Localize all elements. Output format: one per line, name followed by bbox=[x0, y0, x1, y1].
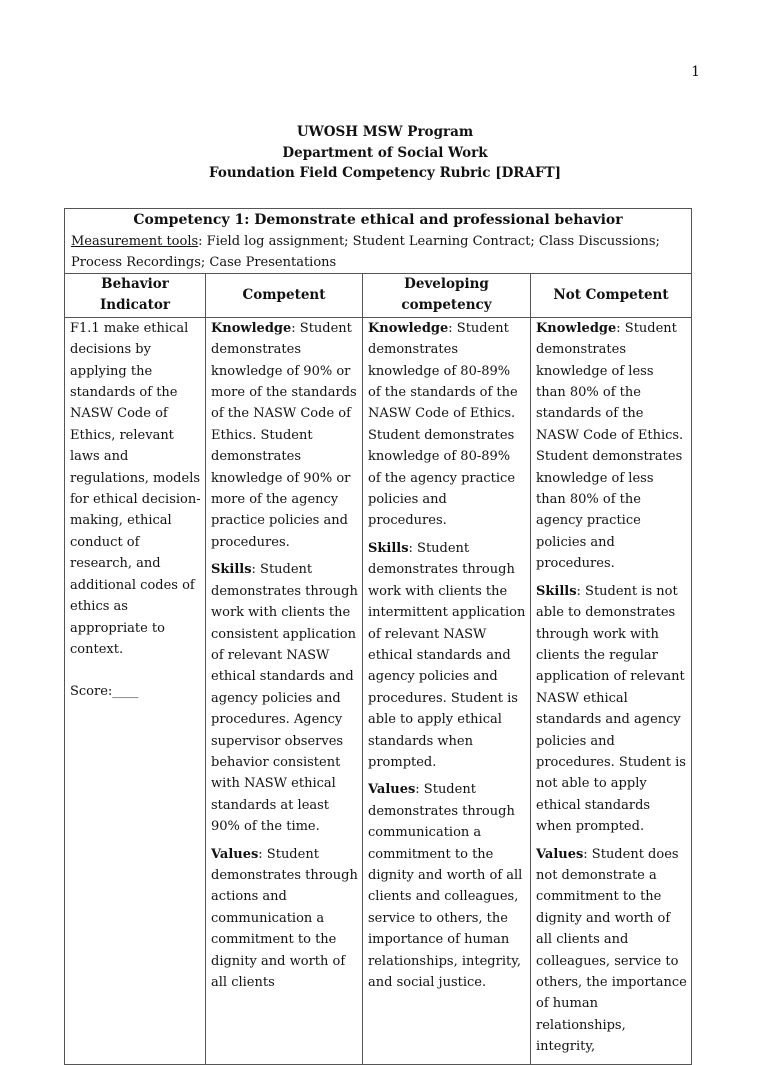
behavior-indicator-cell bbox=[65, 317, 206, 1064]
competency-row bbox=[65, 209, 692, 274]
skills-label: Skills bbox=[536, 583, 577, 599]
competent-skills bbox=[211, 559, 358, 837]
knowledge-text: : Student demonstrates knowledge of less than 80% of the standards of the NASW Code of Ethics. Student demonstrates knowledge of less than 80% of the agency practice policies and procedures. bbox=[536, 320, 684, 572]
competent-knowledge bbox=[211, 318, 358, 553]
values-label: Values bbox=[536, 846, 584, 862]
skills-text: : Student is not able to demonstrates through work with clients the regular application of relevant NASW ethical standards and agency policies and procedures. Student is not able to apply ethical standards when prompted. bbox=[536, 583, 686, 835]
page-number: 1 bbox=[691, 64, 700, 80]
competency-cell bbox=[65, 209, 692, 274]
knowledge-label: Knowledge bbox=[368, 320, 449, 336]
competency-title: Competency 1: Demonstrate ethical and professional behavior bbox=[133, 212, 623, 228]
document-header bbox=[0, 122, 770, 184]
developing-skills bbox=[368, 538, 526, 773]
knowledge-text: : Student demonstrates knowledge of 90% or more of the standards of the NASW Code of Ethics. Student demonstrates knowledge of 90% or more of the agency practice policies and procedures. bbox=[211, 320, 357, 550]
score-field: Score:____ bbox=[70, 684, 139, 700]
not-competent-knowledge bbox=[536, 318, 687, 575]
behavior-indicator-text: F1.1 make ethical decisions by applying the standards of the NASW Code of Ethics, relevant laws and regulations, models for ethical decision-making, ethical conduct of research, and additional codes of ethics as appropriate to context. bbox=[70, 320, 201, 657]
competent-cell bbox=[206, 317, 363, 1064]
program-title: UWOSH MSW Program bbox=[296, 124, 474, 140]
not-competent-skills bbox=[536, 581, 687, 838]
skills-text: : Student demonstrates through work with clients the consistent application of relevant NASW ethical standards and agency policies and procedures. Agency supervisor observes behavior consistent with NASW ethical standards at least 90% of the time. bbox=[211, 562, 358, 835]
competent-values bbox=[211, 844, 358, 994]
developing-values bbox=[368, 779, 526, 993]
measurement-tools-text: : Field log assignment; Student Learning Contract; Class Discussions; Process Recordings; Case Presentations bbox=[71, 234, 660, 270]
rubric-row bbox=[65, 317, 692, 1064]
skills-label: Skills bbox=[368, 540, 409, 556]
developing-cell bbox=[363, 317, 531, 1064]
values-text: : Student does not demonstrate a commitment to the dignity and worth of all clients and colleagues, service to others, the importance of human relationships, integrity, bbox=[536, 846, 687, 1055]
values-label: Values bbox=[211, 846, 259, 862]
developing-knowledge bbox=[368, 318, 526, 532]
column-header-not-competent: Not Competent bbox=[531, 274, 692, 318]
competency-rubric-table bbox=[64, 208, 692, 1065]
rubric-title: Foundation Field Competency Rubric [DRAFT] bbox=[208, 165, 562, 181]
knowledge-label: Knowledge bbox=[536, 320, 617, 336]
skills-label: Skills bbox=[211, 562, 252, 578]
measurement-tools-label: Measurement tools bbox=[71, 234, 199, 249]
column-header-behavior-indicator: Behavior Indicator bbox=[65, 274, 206, 318]
values-text: : Student demonstrates through actions and communication a commitment to the dignity and worth of all clients bbox=[211, 846, 358, 990]
not-competent-values bbox=[536, 844, 687, 1058]
knowledge-text: : Student demonstrates knowledge of 80-89% of the standards of the NASW Code of Ethics. Student demonstrates knowledge of 80-89% of the agency practice policies and procedures. bbox=[368, 320, 518, 529]
column-header-developing: Developing competency bbox=[363, 274, 531, 318]
department-title: Department of Social Work bbox=[282, 144, 488, 161]
values-text: : Student demonstrates through communication a commitment to the dignity and worth of all clients and colleagues, service to others, the importance of human relationships, integrity, and social justice. bbox=[368, 782, 523, 990]
skills-text: : Student demonstrates through work with clients the intermittent application of relevant NASW ethical standards and agency policies and procedures. Student is able to apply ethical standards when prompted. bbox=[368, 540, 526, 770]
column-header-competent: Competent bbox=[206, 274, 363, 318]
knowledge-label: Knowledge bbox=[211, 320, 292, 336]
column-header-row bbox=[65, 274, 692, 318]
measurement-tools bbox=[71, 231, 685, 273]
not-competent-cell bbox=[531, 317, 692, 1064]
values-label: Values bbox=[368, 782, 416, 798]
